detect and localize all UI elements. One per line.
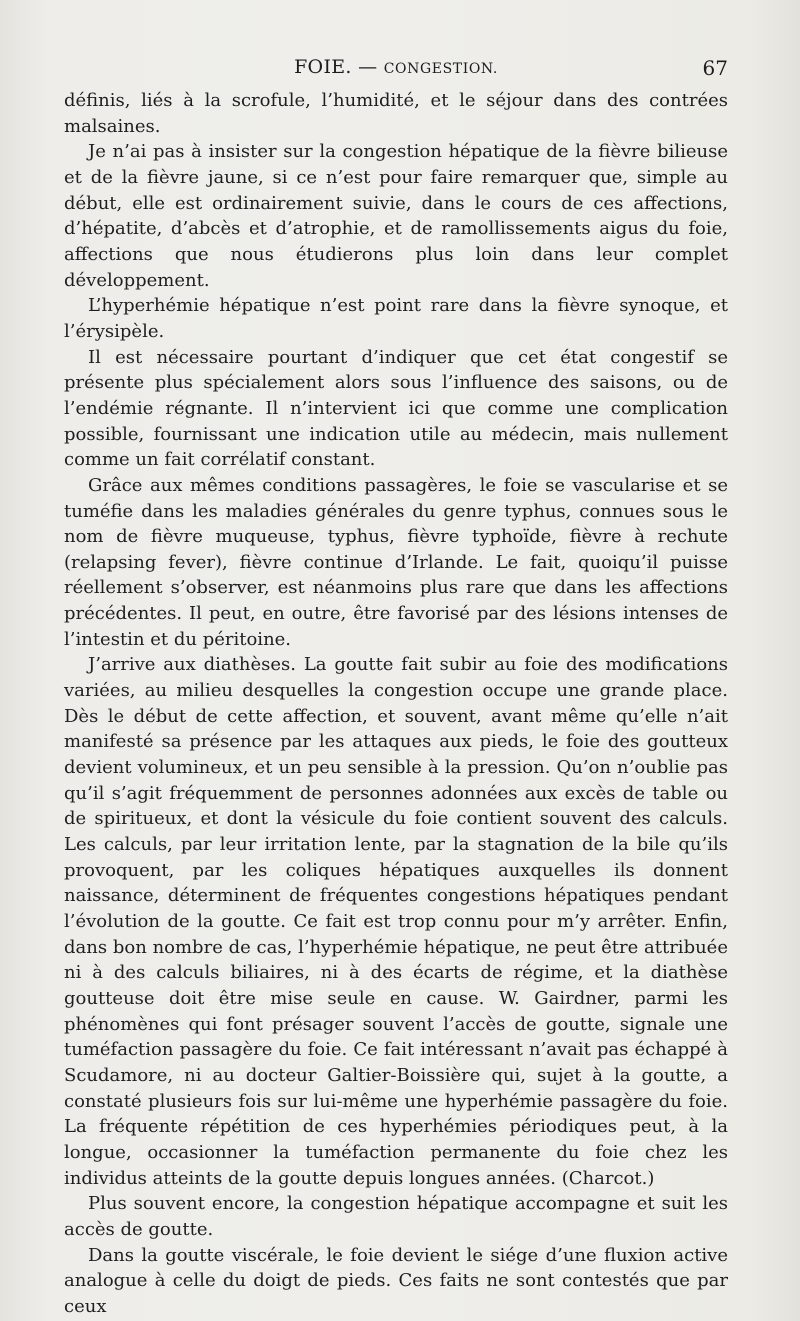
paragraph-2: Je n’ai pas à insister sur la congestion hépatique de la fièvre bilieuse et de la fièvre jaune, si ce n’est pour faire remarquer que, simple au début, elle est ordinairement suivie, dans le cours de ces affections, d’hépatite, d’abcès et d’atrophie, et de ramollissements aigus du foie, affections que nous étudierons plus loin dans leur complet développement. [64,141,728,291]
running-title [64,56,728,78]
paragraph-8: Dans la goutte viscérale, le foie devient le siége d’une fluxion active analogue à celle du doigt de pieds. Ces faits ne sont contestés que par ceux [64,1244,728,1317]
paragraph-7: Plus souvent encore, la congestion hépatique accompagne et suit les accès de goutte. [64,1193,728,1240]
paragraph-4: Il est nécessaire pourtant d’indiquer que cet état congestif se présente plus spécialement alors sous l’influence des saisons, ou de l’endémie régnante. Il n’intervient ici que comme une complication possible, fournissant une indication utile au médecin, mais nullement comme un fait corrélatif constant. [64,346,728,471]
body-text [64,88,728,1320]
running-header [64,56,728,84]
paragraph-3: L’hyperhémie hépatique n’est point rare dans la fièvre synoque, et l’érysipèle. [64,295,728,342]
running-title-subtitle: CONGESTION. [383,61,498,77]
paragraph-6: J’arrive aux diathèses. La goutte fait subir au foie des modifications variées, au milieu desquelles la congestion occupe une grande place. Dès le début de cette affection, et souvent, avant même qu’elle n’ait manifesté sa présence par les attaques aux pieds, le foie des goutteux devient volumineux, et un peu sensible à la pression. Qu’on n’oublie pas qu’il s’agit fréquemment de personnes adonnées aux excès de table ou de spiritueux, et dont la vésicule du foie contient souvent des calculs. Les calculs, par leur irritation lente, par la stagnation de la bile qu’ils provoquent, par les coliques hépatiques auxquelles ils donnent naissance, déterminent de fréquentes congestions hépatiques pendant l’évolution de la goutte. Ce fait est trop connu pour m’y arrêter. Enfin, dans bon nombre de cas, l’hyperhémie hépatique, ne peut être attribuée ni à des calculs biliaires, ni à des écarts de régime, et la diathèse goutteuse doit être mise seule en cause. W. Gairdner, parmi les phénomènes qui font présager souvent l’accès de goutte, signale une tuméfaction passagère du foie. Ce fait intéressant n’avait pas échappé à Scudamore, ni au docteur Galtier-Boissière qui, sujet à la goutte, a constaté plusieurs fois sur lui-même une hyperhémie passagère du foie. La fréquente répétition de ces hyperhémies périodiques peut, à la longue, occasionner la tuméfaction permanente du foie chez les individus atteints de la goutte depuis longues années. (Charcot.) [64,654,728,1189]
running-title-main: FOIE. — [294,56,384,78]
page-number: 67 [702,56,728,80]
paragraph-5: Grâce aux mêmes conditions passagères, le foie se vascularise et se tuméfie dans les maladies générales du genre typhus, connues sous le nom de fièvre muqueuse, typhus, fièvre typhoïde, fièvre à rechute (relapsing fever), fièvre continue d’Irlande. Le fait, quoiqu’il puisse réellement s’observer, est néanmoins plus rare que dans les affections précédentes. Il peut, en outre, être favorisé par des lésions intenses de l’intestin et du péritoine. [64,474,728,650]
paragraph-1: définis, liés à la scrofule, l’humidité, et le séjour dans des contrées malsaines. [64,90,728,137]
